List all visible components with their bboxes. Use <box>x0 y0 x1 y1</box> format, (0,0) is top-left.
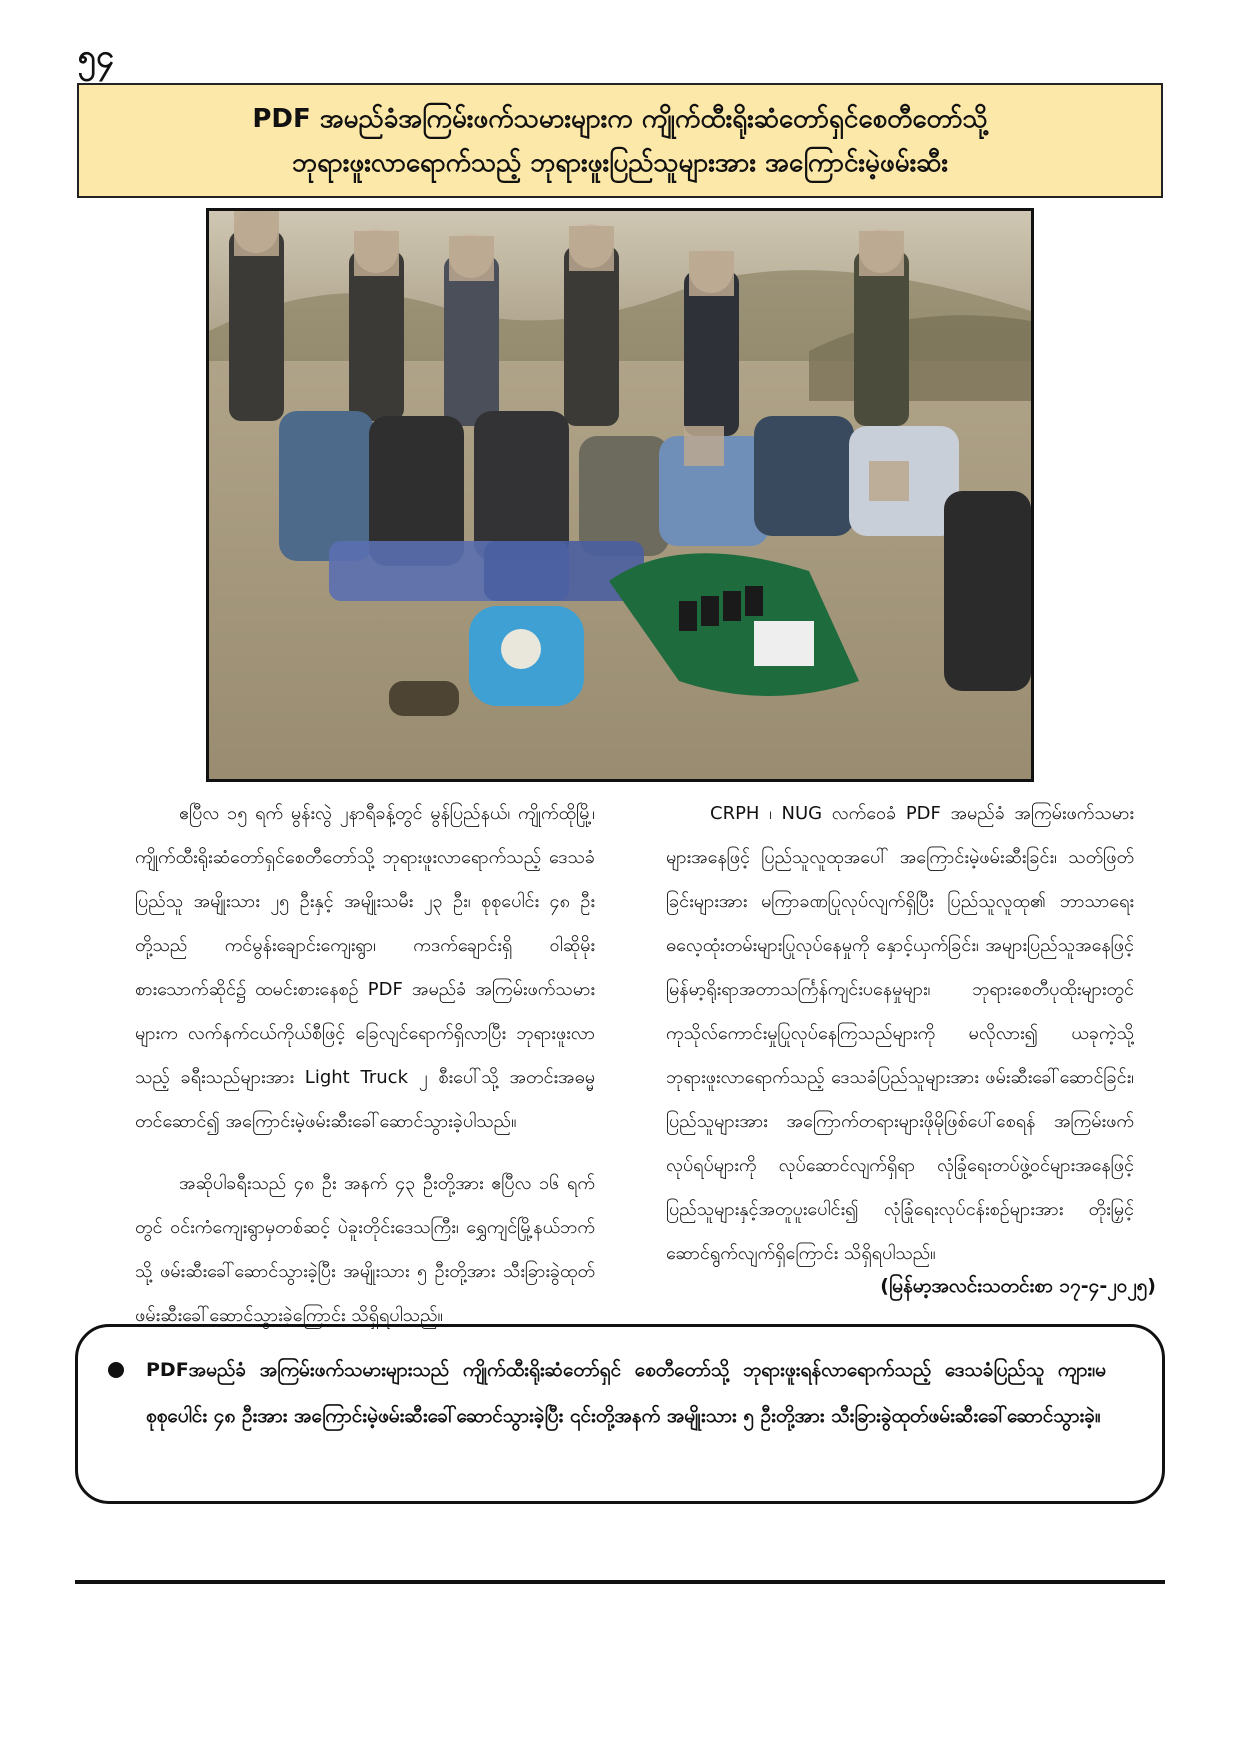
summary-text: PDFအမည်ခံ အကြမ်းဖက်သမားများသည် ကျိုက်ထီးရိုးဆံတော်ရှင် စေတီတော်သို့ ဘုရားဖူးရန်လာရောက်သည့် ဒေသခံပြည်သူ ကျား၊မ စုစုပေါင်း ၄၈ ဦးအား အကြောင်းမဲ့ဖမ်းဆီးခေါ်ဆောင်သွားခဲ့ပြီး ၎င်းတို့အနက် အမျိုးသား ၅ ဦးတို့အား သီးခြားခွဲထုတ်ဖမ်းဆီးခေါ်ဆောင်သွားခဲ့။ <box>146 1359 1106 1427</box>
bullet-icon <box>108 1362 124 1378</box>
article-paragraph: ဧပြီလ ၁၅ ရက် မွန်းလွဲ ၂နာရီခန့်တွင် မွန်ပြည်နယ်၊ ကျိုက်ထိုမြို့၊ ကျိုက်ထီးရိုးဆံတော်ရှင်စေတီတော်သို့ ဘုရားဖူးလာရောက်သည့် ဒေသခံပြည်သူ အမျိုးသား ၂၅ ဦးနှင့် အမျိုးသမီး ၂၃ ဦး၊ စုစုပေါင်း ၄၈ ဦးတို့သည် ကင်မွန်းချောင်းကျေးရွာ၊ ကဒက်ချောင်းရှိ ဝါဆိုမိုးစားသောက်ဆိုင်၌ ထမင်းစားနေစဉ် PDF အမည်ခံ အကြမ်းဖက်သမားများက လက်နက်ငယ်ကိုယ်စီဖြင့် ခြေလျင်ရောက်ရှိလာပြီး ဘုရားဖူးလာသည့် ခရီးသည်များအား Light Truck ၂ စီးပေါ်သို့ အတင်းအဓမ္မတင်ဆောင်၍ အကြောင်းမဲ့ဖမ်းဆီးခေါ်ဆောင်သွားခဲ့ပါသည်။ <box>135 803 595 1132</box>
source-citation: (မြန်မာ့အလင်းသတင်းစာ ၁၇-၄-၂၀၂၅) <box>880 1275 1156 1297</box>
headline-line-2: ဘုရားဖူးလာရောက်သည့် ဘုရားဖူးပြည်သူများအား အကြောင်းမဲ့ဖမ်းဆီး <box>292 147 948 178</box>
article-left-column <box>135 792 595 1338</box>
news-photo-icon <box>209 211 1031 779</box>
summary-box <box>75 1324 1165 1504</box>
article-paragraph: အဆိုပါခရီးသည် ၄၈ ဦး အနက် ၄၃ ဦးတို့အား ဧပြီလ ၁၆ ရက်တွင် ဝင်းကံကျေးရွာမှတစ်ဆင့် ပဲခူးတိုင်းဒေသကြီး၊ ရွှေကျင်မြို့နယ်ဘက်သို့ ဖမ်းဆီးခေါ်ဆောင်သွားခဲ့ပြီး အမျိုးသား ၅ ဦးတို့အား သီးခြားခွဲထုတ်ဖမ်းဆီးခေါ်ဆောင်သွားခဲ့ကြောင်း သိရှိရပါသည်။ <box>135 1173 595 1326</box>
headline-box <box>77 83 1163 198</box>
page-number: ၅၄ <box>78 37 114 75</box>
news-photo <box>206 208 1034 782</box>
article-right-column <box>666 792 1134 1276</box>
headline-line-1: PDF အမည်ခံအကြမ်းဖက်သမားများက ကျိုက်ထီးရိုးဆံတော်ရှင်စေတီတော်သို့ <box>252 103 988 134</box>
article-paragraph: CRPH ၊ NUG လက်ဝေခံ PDF အမည်ခံ အကြမ်းဖက်သမားများအနေဖြင့် ပြည်သူလူထုအပေါ် အကြောင်းမဲ့ဖမ်းဆီးခြင်း၊ သတ်ဖြတ်ခြင်းများအား မကြာခဏပြုလုပ်လျက်ရှိပြီး ပြည်သူလူထု၏ ဘာသာရေးဓလေ့ထုံးတမ်းများပြုလုပ်နေမှုကို နှောင့်ယှက်ခြင်း၊ အများပြည်သူအနေဖြင့် မြန်မာ့ရိုးရာအတာသင်္ကြန်ကျင်းပနေမှုများ၊ ဘုရားစေတီပုထိုးများတွင် ကုသိုလ်ကောင်းမှုပြုလုပ်နေကြသည်များကို မလိုလား၍ ယခုကဲ့သို့ ဘုရားဖူးလာရောက်သည့် ဒေသခံပြည်သူများအား ဖမ်းဆီးခေါ်ဆောင်ခြင်း၊ ပြည်သူများအား အကြောက်တရားများဖိုမိုဖြစ်ပေါ်စေရန် အကြမ်းဖက်လုပ်ရပ်များကို လုပ်ဆောင်လျက်ရှိရာ လုံခြုံရေးတပ်ဖွဲ့ဝင်များအနေဖြင့် ပြည်သူများနှင့်အတူပူးပေါင်း၍ လုံခြုံရေးလုပ်ငန်းစဉ်များအား တိုးမြှင့်ဆောင်ရွက်လျက်ရှိကြောင်း သိရှိရပါသည်။ <box>666 803 1134 1264</box>
bottom-divider <box>75 1580 1165 1584</box>
